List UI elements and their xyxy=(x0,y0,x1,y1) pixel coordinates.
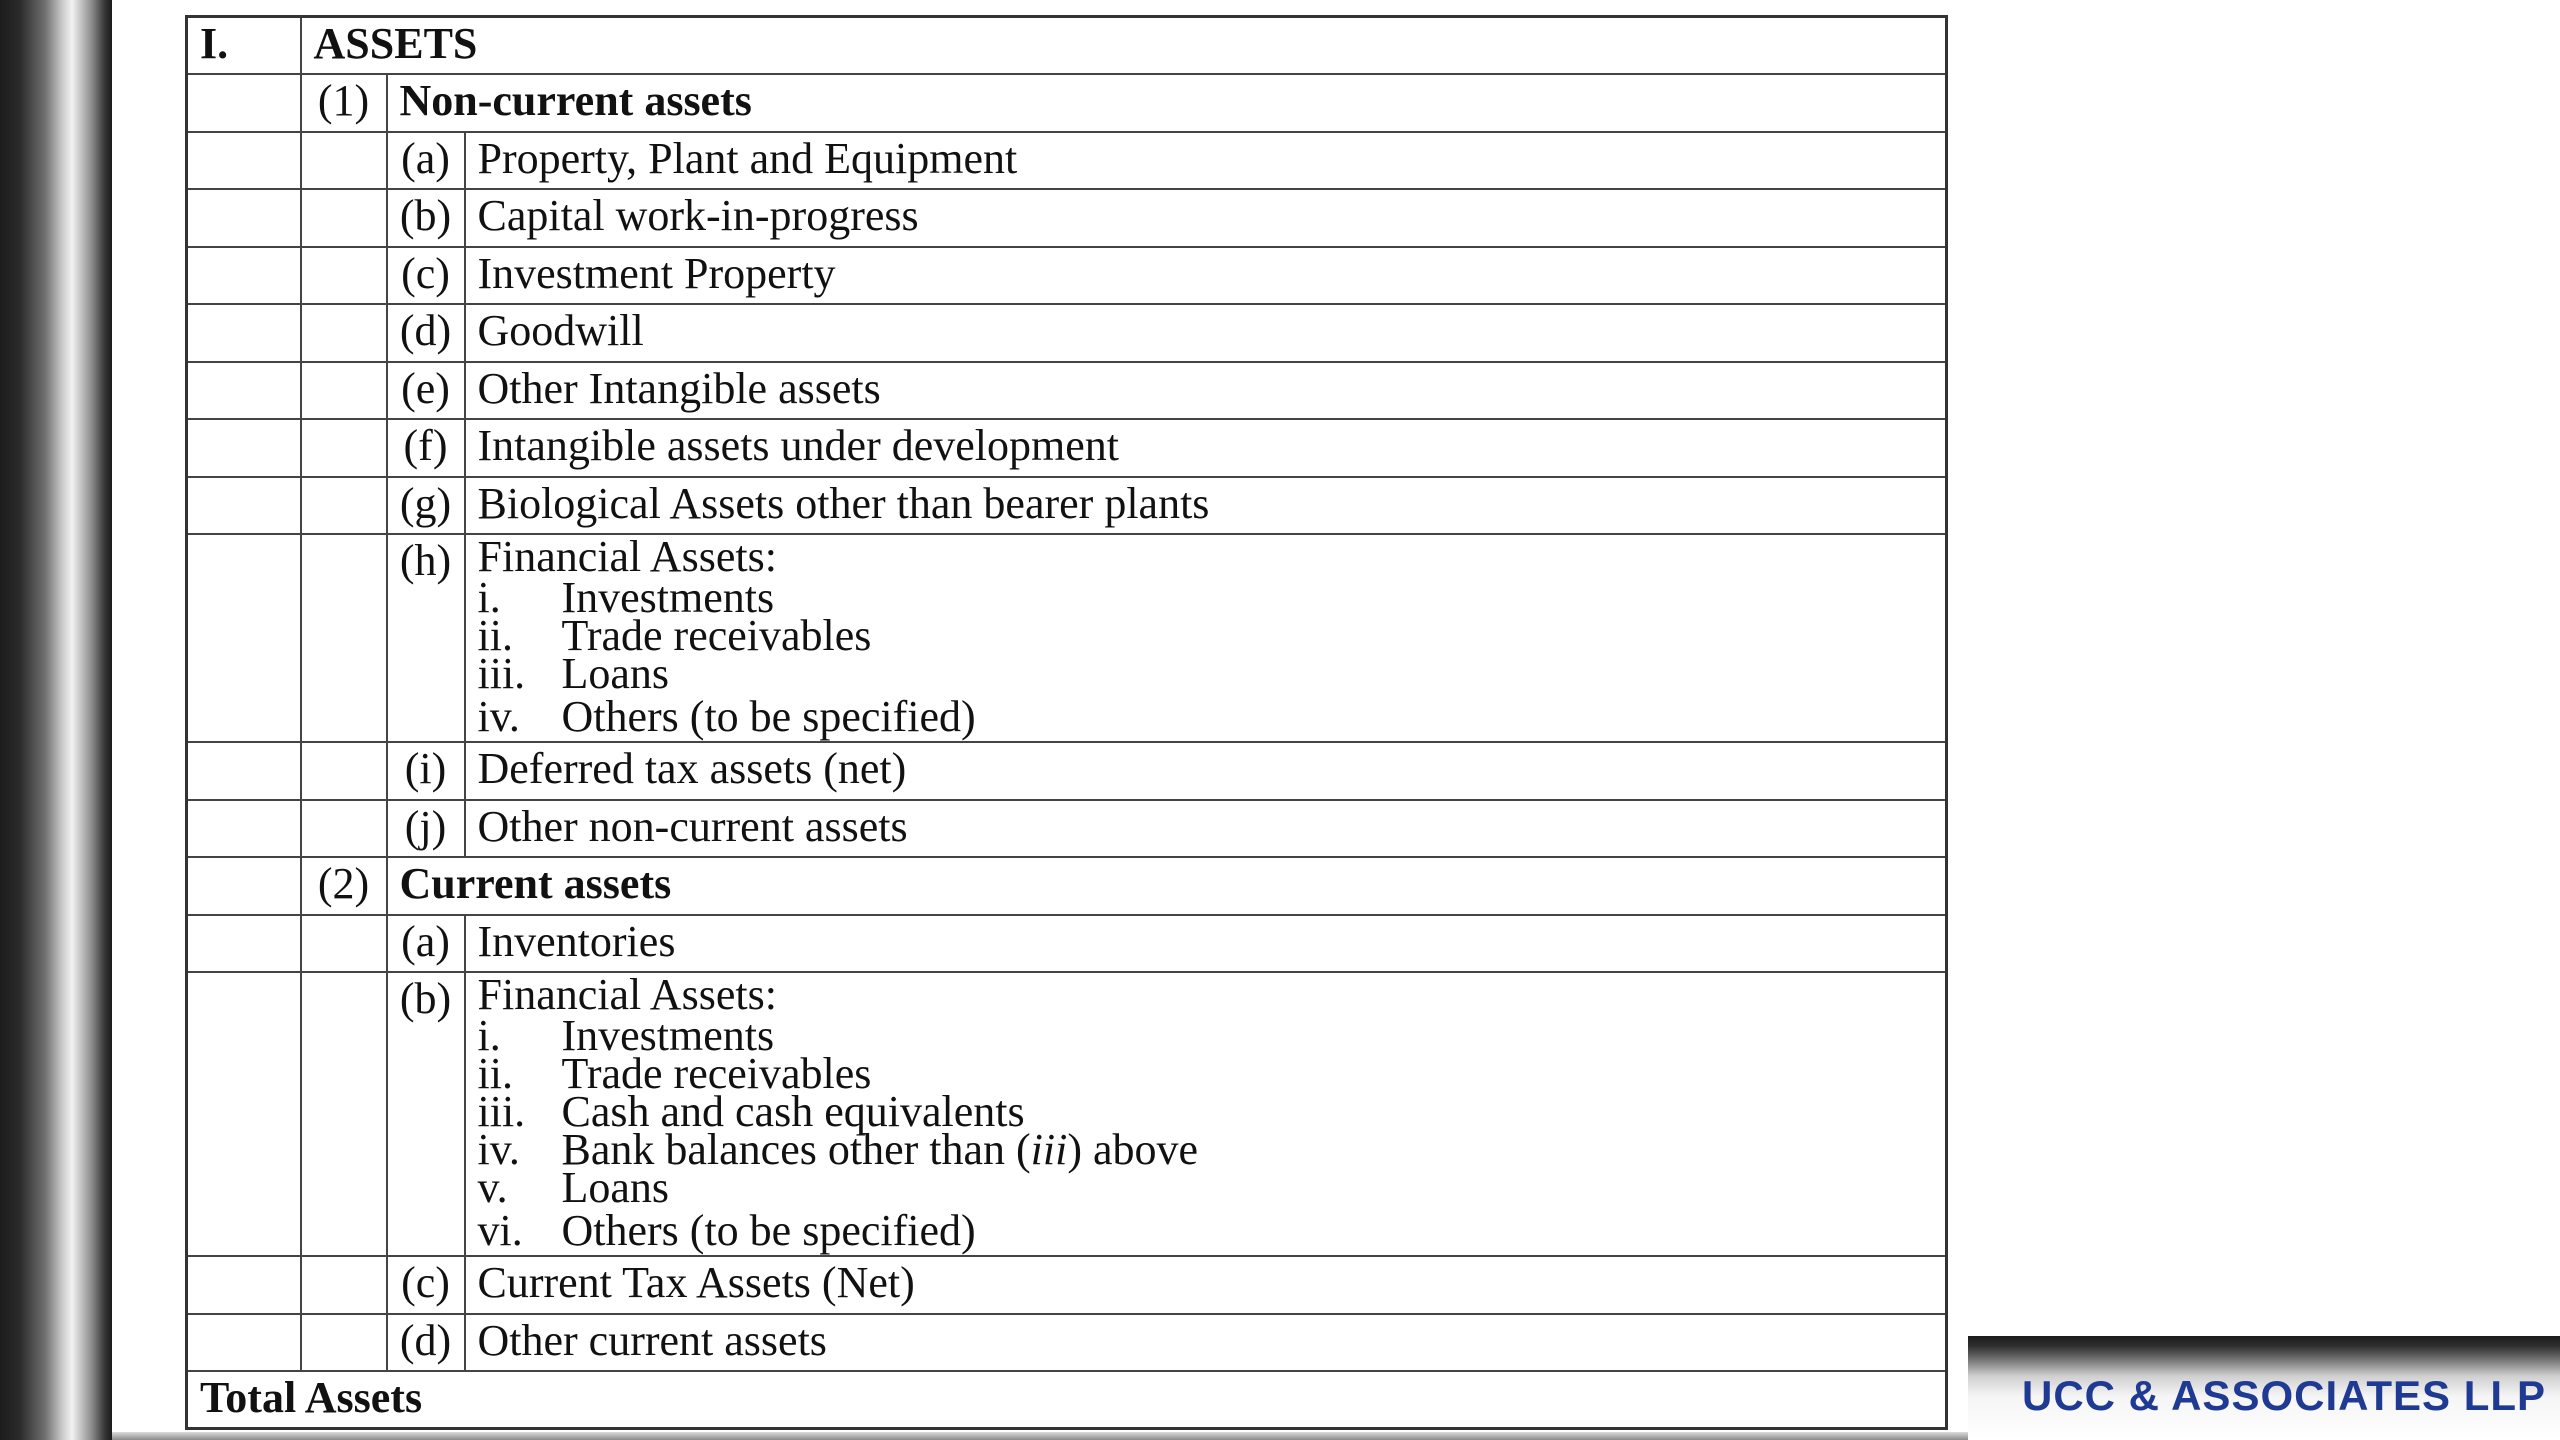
item-text: Deferred tax assets (net) xyxy=(465,742,1947,800)
item-text: Financial Assets: xyxy=(477,534,777,581)
empty-cell xyxy=(187,1256,301,1314)
section-title: ASSETS xyxy=(301,17,1947,75)
item-text: Property, Plant and Equipment xyxy=(465,132,1947,190)
item-text: Other current assets xyxy=(465,1314,1947,1372)
subsection-title: Non-current assets xyxy=(387,74,1947,132)
subsection-title: Current assets xyxy=(387,857,1947,915)
sub-item-text: Investments xyxy=(561,1011,775,1060)
item-text: Capital work-in-progress xyxy=(465,189,1947,247)
financial-assets-cell xyxy=(465,972,1947,1256)
empty-cell xyxy=(301,247,387,305)
item-label: (e) xyxy=(387,362,465,420)
sub-item-text: Cash and cash equivalents xyxy=(561,1087,1025,1136)
table-row xyxy=(187,362,1947,420)
empty-cell xyxy=(301,419,387,477)
empty-cell xyxy=(187,800,301,858)
item-label: (b) xyxy=(387,189,465,247)
empty-cell xyxy=(187,534,301,742)
empty-cell xyxy=(187,1314,301,1372)
roman-numeral: v. xyxy=(477,1163,508,1212)
table-row xyxy=(187,742,1947,800)
section-header-row xyxy=(187,17,1947,75)
empty-cell xyxy=(301,1314,387,1372)
empty-cell xyxy=(301,132,387,190)
item-text: Intangible assets under development xyxy=(465,419,1947,477)
item-label: (g) xyxy=(387,477,465,535)
roman-numeral: ii. xyxy=(477,611,513,660)
table-row xyxy=(187,419,1947,477)
roman-numeral: i. xyxy=(477,573,501,622)
list-item xyxy=(477,1163,1946,1212)
subsection-row-non-current xyxy=(187,74,1947,132)
roman-numeral: i. xyxy=(477,1011,501,1060)
item-label: (d) xyxy=(387,1314,465,1372)
table-row xyxy=(187,915,1947,973)
subsection-number: (1) xyxy=(301,74,387,132)
empty-cell xyxy=(187,857,301,915)
item-label: (a) xyxy=(387,915,465,973)
item-label: (j) xyxy=(387,800,465,858)
roman-numeral: iii. xyxy=(477,1087,526,1136)
roman-numeral: iv. xyxy=(477,692,520,741)
roman-numeral: ii. xyxy=(477,1049,513,1098)
sub-item-text: Investments xyxy=(561,573,775,622)
item-label: (i) xyxy=(387,742,465,800)
sub-item-text: Trade receivables xyxy=(561,611,872,660)
sub-item-text: ) above xyxy=(1067,1125,1199,1174)
item-text: Financial Assets: xyxy=(477,972,777,1019)
empty-cell xyxy=(301,972,387,1256)
empty-cell xyxy=(301,534,387,742)
slide-canvas xyxy=(112,0,2560,1440)
table-row xyxy=(187,1256,1947,1314)
table-row xyxy=(187,247,1947,305)
item-label: (c) xyxy=(387,247,465,305)
roman-numeral: iv. xyxy=(477,1125,520,1174)
sub-item-italic: iii xyxy=(1030,1125,1068,1174)
empty-cell xyxy=(301,477,387,535)
empty-cell xyxy=(301,742,387,800)
item-label: (c) xyxy=(387,1256,465,1314)
empty-cell xyxy=(301,304,387,362)
empty-cell xyxy=(301,1256,387,1314)
item-text: Inventories xyxy=(465,915,1947,973)
roman-numeral: iii. xyxy=(477,649,526,698)
item-text: Current Tax Assets (Net) xyxy=(465,1256,1947,1314)
sub-item-text: Loans xyxy=(561,649,670,698)
section-number: I. xyxy=(187,17,301,75)
item-text: Investment Property xyxy=(465,247,1947,305)
sub-item-text: Others (to be specified) xyxy=(561,1206,976,1255)
item-text: Goodwill xyxy=(465,304,1947,362)
brand-footer xyxy=(1968,1336,2560,1440)
table-row xyxy=(187,304,1947,362)
sub-item-text: Bank balances other than ( xyxy=(561,1125,1031,1174)
sub-item-text: Others (to be specified) xyxy=(561,692,976,741)
item-label: (h) xyxy=(387,534,465,742)
slide-bottom-edge xyxy=(112,1432,1968,1440)
item-label: (d) xyxy=(387,304,465,362)
balance-sheet-assets-table xyxy=(185,15,1948,1430)
empty-cell xyxy=(187,419,301,477)
financial-assets-cell xyxy=(465,534,1947,742)
empty-cell xyxy=(187,74,301,132)
table-row xyxy=(187,189,1947,247)
empty-cell xyxy=(187,477,301,535)
table-row xyxy=(187,132,1947,190)
table-row xyxy=(187,477,1947,535)
table-row xyxy=(187,1314,1947,1372)
table-row-financial-assets xyxy=(187,534,1947,742)
roman-numeral: vi. xyxy=(477,1206,523,1255)
empty-cell xyxy=(187,972,301,1256)
list-item xyxy=(478,1207,1946,1255)
table-row-financial-assets xyxy=(187,972,1947,1256)
total-label: Total Assets xyxy=(187,1371,1947,1429)
empty-cell xyxy=(301,800,387,858)
empty-cell xyxy=(187,915,301,973)
list-item xyxy=(478,693,1946,741)
empty-cell xyxy=(301,915,387,973)
empty-cell xyxy=(187,304,301,362)
item-label: (a) xyxy=(387,132,465,190)
subsection-number: (2) xyxy=(301,857,387,915)
item-text: Other non-current assets xyxy=(465,800,1947,858)
empty-cell xyxy=(187,132,301,190)
empty-cell xyxy=(187,189,301,247)
table-row xyxy=(187,800,1947,858)
sub-item-text: Trade receivables xyxy=(561,1049,872,1098)
list-item xyxy=(477,1125,1946,1174)
total-row xyxy=(187,1371,1947,1429)
empty-cell xyxy=(187,362,301,420)
list-item xyxy=(477,611,1946,660)
sub-item-text: Loans xyxy=(561,1163,670,1212)
item-text: Biological Assets other than bearer plants xyxy=(465,477,1947,535)
list-item xyxy=(477,649,1946,698)
item-label: (b) xyxy=(387,972,465,1256)
item-label: (f) xyxy=(387,419,465,477)
brand-logo-text: UCC & ASSOCIATES LLP xyxy=(2022,1372,2547,1419)
empty-cell xyxy=(301,189,387,247)
slide-left-frame xyxy=(0,0,112,1440)
subsection-row-current xyxy=(187,857,1947,915)
item-text: Other Intangible assets xyxy=(465,362,1947,420)
empty-cell xyxy=(187,247,301,305)
empty-cell xyxy=(187,742,301,800)
empty-cell xyxy=(301,362,387,420)
